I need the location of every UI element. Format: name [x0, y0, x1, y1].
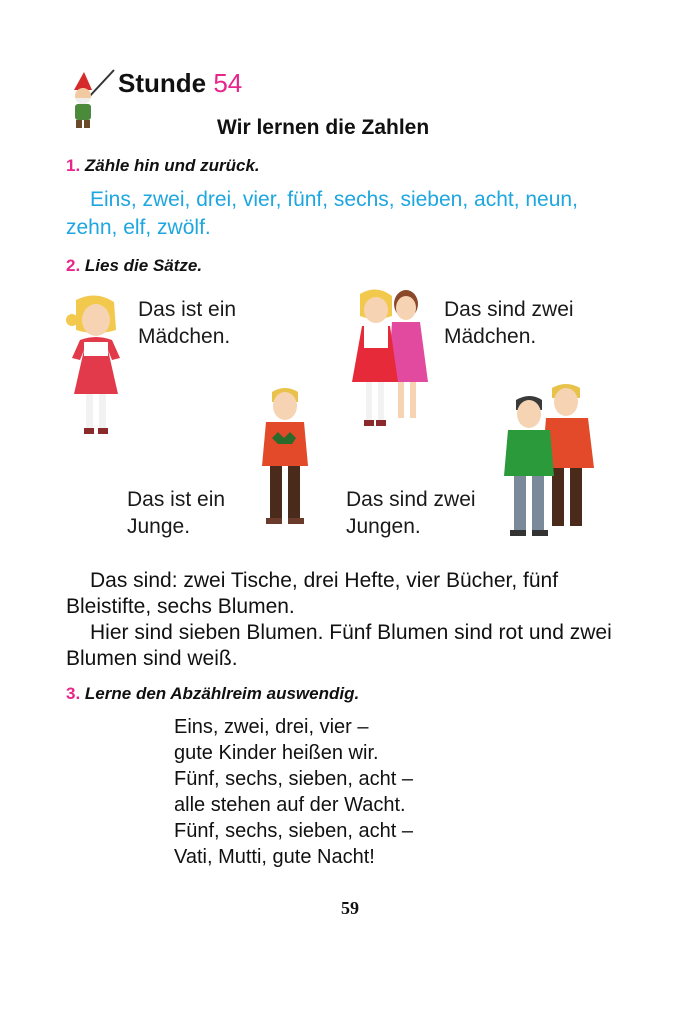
counting-rhyme	[174, 714, 413, 870]
paragraph-flowers: Hier sind sieben Blumen. Fünf Blumen sind rot und zwei Blumen sind weiß.	[66, 621, 612, 670]
girl-illustration	[62, 294, 132, 444]
task3-heading: 3. Lerne den Abzählreim auswendig.	[66, 684, 360, 703]
lesson-title: Stunde 54	[118, 68, 243, 98]
two-boys-illustration	[500, 380, 600, 540]
caption-two-girls: Das sind zwei Mädchen.	[444, 298, 574, 348]
lesson-number: 54	[213, 68, 243, 98]
paragraph-objects: Das sind: zwei Tische, drei Hefte, vier Bücher, fünf Bleistifte, sechs Blumen.	[66, 569, 559, 618]
poem-line: Eins, zwei, drei, vier –	[174, 716, 369, 738]
number-words-text: Eins, zwei, drei, vier, fünf, sechs, sieben, acht, neun, zehn, elf, zwölf.	[66, 188, 578, 239]
page-subtitle: Wir lernen die Zahlen	[217, 116, 430, 139]
caption-one-boy: Das ist ein Junge.	[127, 488, 226, 538]
caption-two-boys: Das sind zwei Jungen.	[346, 488, 476, 538]
poem-line: Vati, Mutti, gute Nacht!	[174, 846, 375, 868]
poem-line: Fünf, sechs, sieben, acht –	[174, 820, 414, 842]
boy-illustration	[258, 386, 312, 530]
poem-line: Fünf, sechs, sieben, acht –	[174, 768, 414, 790]
poem-line: gute Kinder heißen wir.	[174, 742, 379, 764]
page-number: 59	[341, 898, 359, 918]
two-girls-illustration	[348, 286, 432, 430]
task1-heading: 1. Zähle hin und zurück.	[66, 156, 260, 175]
task2-heading: 2. Lies die Sätze.	[66, 256, 203, 275]
poem-line: alle stehen auf der Wacht.	[174, 794, 406, 816]
caption-one-girl: Das ist ein Mädchen.	[138, 298, 237, 348]
